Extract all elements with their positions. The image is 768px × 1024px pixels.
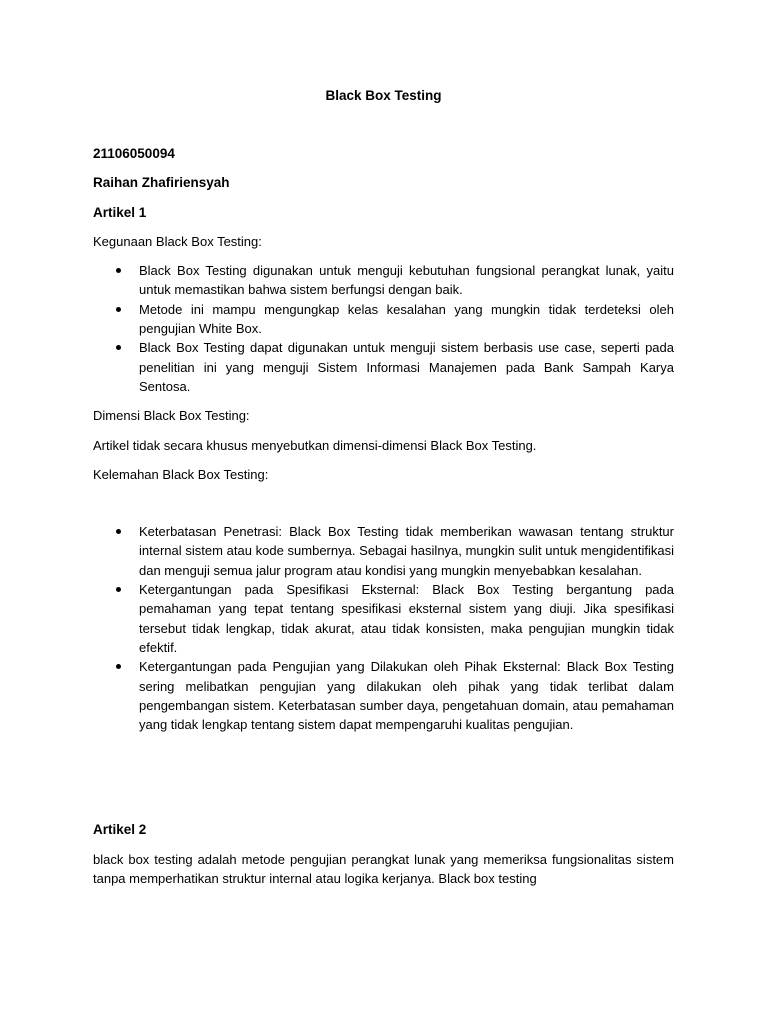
list-item: Black Box Testing digunakan untuk menguji kebutuhan fungsional perangkat lunak, yaitu untuk memastikan bahwa sistem berfungsi dengan baik.	[93, 261, 674, 300]
list-item: Keterbatasan Penetrasi: Black Box Testing tidak memberikan wawasan tentang struktur internal sistem atau kode sumbernya. Sebagai hasilnya, mungkin sulit untuk mengidentifikasi dan menguji semua jalur program atau kondisi yang mungkin menyebabkan kesalahan.	[93, 522, 674, 580]
kegunaan-label: Kegunaan Black Box Testing:	[93, 233, 262, 249]
student-id: 21106050094	[93, 146, 175, 161]
article2-intro: black box testing adalah metode pengujian perangkat lunak yang memeriksa fungsionalitas sistem tanpa memperhatikan struktur internal atau logika kerjanya. Black box testing	[93, 851, 674, 887]
article1-heading: Artikel 1	[93, 204, 147, 220]
list-item: Ketergantungan pada Pengujian yang Dilakukan oleh Pihak Eksternal: Black Box Testing sering melibatkan pengujian yang dilakukan oleh pihak yang tidak terlibat dalam pengembangan sistem. Keterbatasan sumber daya, pengetahuan domain, atau pemahaman yang tidak lengkap tentang sistem dapat mempengaruhi kualitas pengujian.	[93, 657, 674, 734]
list-item: Ketergantungan pada Spesifikasi Eksternal: Black Box Testing bergantung pada pemahaman yang tepat tentang spesifikasi eksternal sistem yang diuji. Jika spesifikasi tersebut tidak lengkap, tidak akurat, atau tidak konsisten, maka pengujian mungkin tidak efektif.	[93, 580, 674, 657]
student-name: Raihan Zhafiriensyah	[93, 175, 230, 191]
kelemahan-list	[93, 522, 674, 734]
kegunaan-list	[93, 261, 674, 396]
document-title: Black Box Testing	[325, 88, 442, 103]
dimensi-label: Dimensi Black Box Testing:	[93, 408, 250, 424]
kelemahan-label: Kelemahan Black Box Testing:	[93, 466, 269, 482]
document-content	[93, 86, 674, 888]
dimensi-text: Artikel tidak secara khusus menyebutkan dimensi-dimensi Black Box Testing.	[93, 437, 537, 453]
list-item: Metode ini mampu mengungkap kelas kesalahan yang mungkin tidak terdeteksi oleh pengujian White Box.	[93, 300, 674, 339]
list-item: Black Box Testing dapat digunakan untuk menguji sistem berbasis use case, seperti pada penelitian ini yang menguji Sistem Informasi Manajemen pada Bank Sampah Karya Sentosa.	[93, 338, 674, 396]
article2-heading: Artikel 2	[93, 822, 147, 838]
